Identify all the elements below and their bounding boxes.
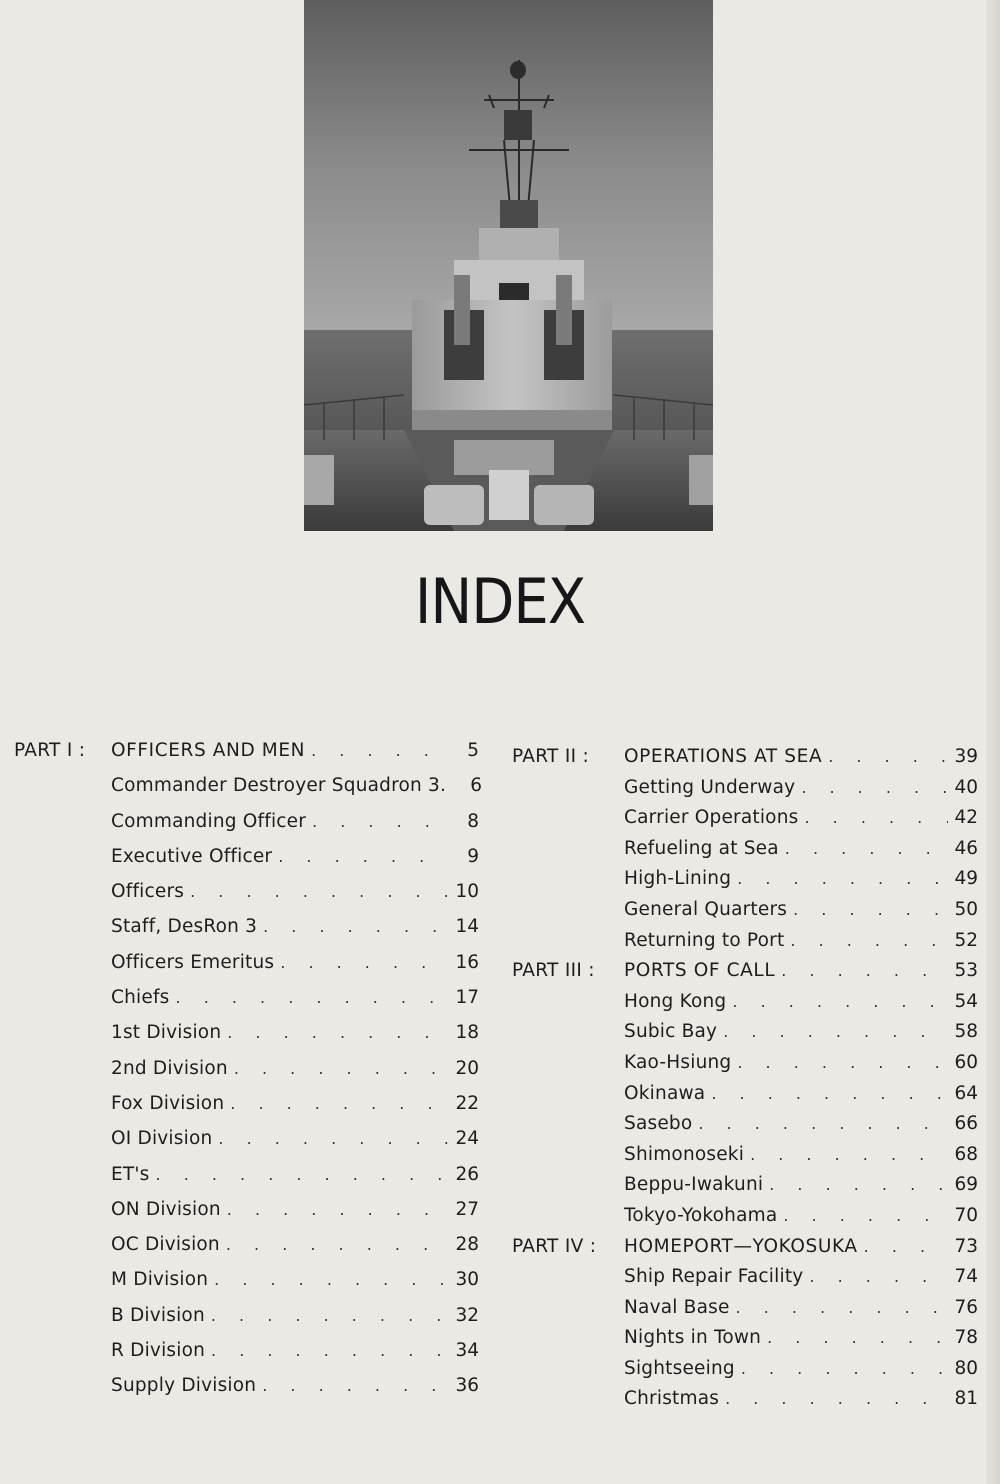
toc-entry-title: Tokyo-Yokohama (624, 1204, 778, 1226)
dot-leader (176, 988, 449, 1007)
dot-leader (280, 953, 449, 972)
dot-leader (723, 1022, 948, 1041)
toc-right-column (512, 746, 978, 1419)
toc-page-number: 26 (455, 1163, 479, 1185)
dot-leader (809, 1267, 948, 1286)
toc-page-number: 10 (455, 881, 479, 903)
dot-leader (234, 1059, 449, 1078)
toc-entry (512, 777, 978, 808)
toc-entry (14, 1340, 479, 1375)
toc-page-number: 64 (954, 1082, 978, 1104)
dot-leader (741, 1359, 948, 1378)
toc-entry-title: OC Division (111, 1234, 220, 1256)
toc-page-number: 40 (954, 776, 978, 798)
toc-entry-title: Officers Emeritus (111, 951, 275, 973)
toc-page-number: 54 (954, 990, 978, 1012)
dot-leader (736, 1298, 948, 1317)
toc-page-number: 69 (954, 1174, 978, 1196)
dot-leader (767, 1328, 948, 1347)
dot-leader (312, 812, 449, 831)
toc-entry-title: Fox Division (111, 1092, 225, 1114)
toc-entry-title: B Division (111, 1304, 205, 1326)
dot-leader (725, 1389, 948, 1408)
toc-page-number: 50 (954, 898, 978, 920)
toc-page-number: 24 (455, 1128, 479, 1150)
dot-leader (218, 1129, 449, 1148)
dot-leader (211, 1306, 449, 1325)
toc-page-number: 58 (954, 1021, 978, 1043)
toc-entry-title: Shimonoseki (624, 1143, 745, 1165)
toc-page-number: 49 (954, 868, 978, 890)
toc-entry (512, 1388, 978, 1419)
toc-entry (512, 838, 978, 869)
toc-page-number: 18 (455, 1022, 479, 1044)
toc-page-number: 52 (954, 929, 978, 951)
toc-page-number: 70 (954, 1204, 978, 1226)
dot-leader (230, 1094, 449, 1113)
toc-entry-title: Returning to Port (624, 929, 785, 951)
toc-entry (512, 868, 978, 899)
toc-entry (512, 899, 978, 930)
dot-leader (801, 778, 948, 797)
dot-leader (156, 1165, 449, 1184)
toc-entry-title: Chiefs (111, 987, 170, 1009)
part-label: PART IV : (512, 1235, 597, 1257)
toc-entry-title: Sasebo (624, 1113, 693, 1135)
toc-entry-title: Kao-Hsiung (624, 1051, 732, 1073)
dot-leader (214, 1270, 449, 1289)
toc-page-number: 81 (954, 1388, 978, 1410)
toc-entry (14, 1164, 479, 1199)
toc-page-number: 34 (455, 1340, 479, 1362)
toc-entry-title: OPERATIONS AT SEA (624, 746, 823, 767)
toc-page-number: 16 (455, 951, 479, 973)
dot-leader (785, 839, 948, 858)
toc-entry (14, 881, 479, 916)
toc-page-number: 30 (455, 1269, 479, 1291)
toc-entry-title: Refueling at Sea (624, 837, 779, 859)
toc-entry-title: General Quarters (624, 898, 788, 920)
dot-leader (783, 1206, 948, 1225)
toc-entry-title: Hong Kong (624, 990, 727, 1012)
toc-page-number: 53 (954, 960, 978, 982)
dot-leader (737, 869, 948, 888)
toc-entry-title: Getting Underway (624, 776, 796, 798)
toc-entry (512, 1144, 978, 1175)
dot-leader (211, 1341, 449, 1360)
dot-leader (790, 931, 948, 950)
dot-leader (750, 1145, 948, 1164)
page-title: INDEX (414, 566, 586, 639)
toc-page-number: 5 (467, 740, 479, 761)
dot-leader (227, 1023, 449, 1042)
part-label: PART III : (512, 960, 595, 982)
toc-entry (512, 1205, 978, 1236)
toc-entry (14, 1058, 479, 1093)
toc-page-number: 28 (455, 1234, 479, 1256)
toc-page-number: 9 (467, 845, 479, 867)
toc-entry-title: Commander Destroyer Squadron 3. (111, 775, 447, 797)
toc-page-number: 68 (954, 1143, 978, 1165)
toc-page-number: 46 (954, 837, 978, 859)
toc-entry (14, 1022, 479, 1057)
toc-entry-title: 1st Division (111, 1022, 222, 1044)
toc-page-number: 27 (455, 1198, 479, 1220)
toc-entry (512, 960, 978, 991)
toc-entry-title: Christmas (624, 1388, 720, 1410)
toc-entry-title: ET's (111, 1163, 150, 1185)
toc-page-number: 14 (455, 916, 479, 938)
toc-page-number: 80 (954, 1357, 978, 1379)
toc-left-column (14, 740, 483, 1411)
toc-entry-title: M Division (111, 1269, 209, 1291)
toc-entry (512, 1266, 978, 1297)
toc-page-number: 42 (954, 807, 978, 829)
dot-leader (804, 808, 948, 827)
toc-entry (14, 775, 483, 810)
toc-page-number: 22 (455, 1092, 479, 1114)
toc-page-number: 74 (954, 1266, 978, 1288)
toc-entry-title: Executive Officer (111, 845, 273, 867)
toc-entry (512, 807, 978, 838)
toc-entry-title: Naval Base (624, 1296, 730, 1318)
toc-entry (512, 1358, 978, 1389)
dot-leader (262, 1376, 449, 1395)
part-label: PART II : (512, 746, 590, 767)
dot-leader (226, 1235, 449, 1254)
toc-entry (512, 746, 978, 777)
toc-page-number: 60 (954, 1051, 978, 1073)
toc-entry (14, 952, 479, 987)
toc-entry (14, 1128, 479, 1163)
toc-entry-title: OI Division (111, 1128, 213, 1150)
toc-entry (14, 1234, 479, 1269)
toc-entry (512, 1083, 978, 1114)
part-label: PART I : (14, 740, 86, 761)
dot-leader (864, 1237, 948, 1256)
toc-entry (14, 1269, 479, 1304)
toc-entry (512, 1021, 978, 1052)
dot-leader (781, 961, 948, 980)
page-edge (986, 0, 1000, 1484)
toc-entry (14, 740, 479, 775)
toc-entry (14, 811, 479, 846)
toc-entry-title: High-Lining (624, 868, 732, 890)
toc-page-number: 36 (455, 1375, 479, 1397)
toc-entry-title: R Division (111, 1340, 206, 1362)
dot-leader (311, 741, 449, 760)
toc-entry-title: Beppu-Iwakuni (624, 1174, 764, 1196)
toc-entry (512, 1297, 978, 1328)
toc-entry (512, 1113, 978, 1144)
toc-entry (512, 991, 978, 1022)
dot-leader (190, 882, 449, 901)
toc-entry (14, 1199, 479, 1234)
toc-page-number: 76 (954, 1296, 978, 1318)
toc-entry (512, 1327, 978, 1358)
toc-entry-title: 2nd Division (111, 1057, 228, 1079)
toc-page-number: 32 (455, 1304, 479, 1326)
toc-entry-title: ON Division (111, 1198, 221, 1220)
toc-entry-title: PORTS OF CALL (624, 960, 776, 982)
dot-leader (737, 1053, 948, 1072)
dot-leader (278, 847, 449, 866)
toc-entry-title: HOMEPORT—YOKOSUKA (624, 1235, 858, 1257)
dot-leader (227, 1200, 449, 1219)
toc-page-number: 17 (455, 987, 479, 1009)
toc-page-number: 20 (455, 1057, 479, 1079)
toc-page-number: 78 (954, 1327, 978, 1349)
dot-leader (711, 1084, 948, 1103)
toc-page-number: 73 (954, 1235, 978, 1257)
toc-entry-title: Officers (111, 881, 185, 903)
dot-leader (263, 917, 449, 936)
toc-page-number: 39 (954, 746, 978, 767)
toc-entry (512, 930, 978, 961)
toc-entry-title: Ship Repair Facility (624, 1266, 804, 1288)
destroyer-bow-photo (304, 0, 713, 531)
toc-entry-title: Supply Division (111, 1375, 257, 1397)
dot-leader (769, 1175, 948, 1194)
toc-entry (14, 1305, 479, 1340)
toc-entry-title: Commanding Officer (111, 810, 307, 832)
dot-leader (698, 1114, 948, 1133)
toc-entry (14, 916, 479, 951)
toc-entry (14, 1093, 479, 1128)
toc-entry (512, 1236, 978, 1267)
dot-leader (793, 900, 948, 919)
toc-page-number: 66 (954, 1113, 978, 1135)
toc-entry-title: Sightseeing (624, 1357, 735, 1379)
toc-entry-title: Subic Bay (624, 1021, 718, 1043)
toc-entry-title: Okinawa (624, 1082, 706, 1104)
toc-entry-title: Nights in Town (624, 1327, 762, 1349)
dot-leader (732, 992, 948, 1011)
toc-page-number: 6 (470, 775, 483, 797)
toc-page-number: 8 (467, 810, 479, 832)
toc-entry (14, 1375, 479, 1410)
toc-entry-title: OFFICERS AND MEN (111, 740, 306, 761)
toc-entry (14, 987, 479, 1022)
toc-entry-title: Carrier Operations (624, 807, 799, 829)
toc-entry (512, 1052, 978, 1083)
toc-entry-title: Staff, DesRon 3 (111, 916, 258, 938)
toc-entry (512, 1174, 978, 1205)
toc-entry (14, 846, 479, 881)
dot-leader (828, 747, 948, 766)
